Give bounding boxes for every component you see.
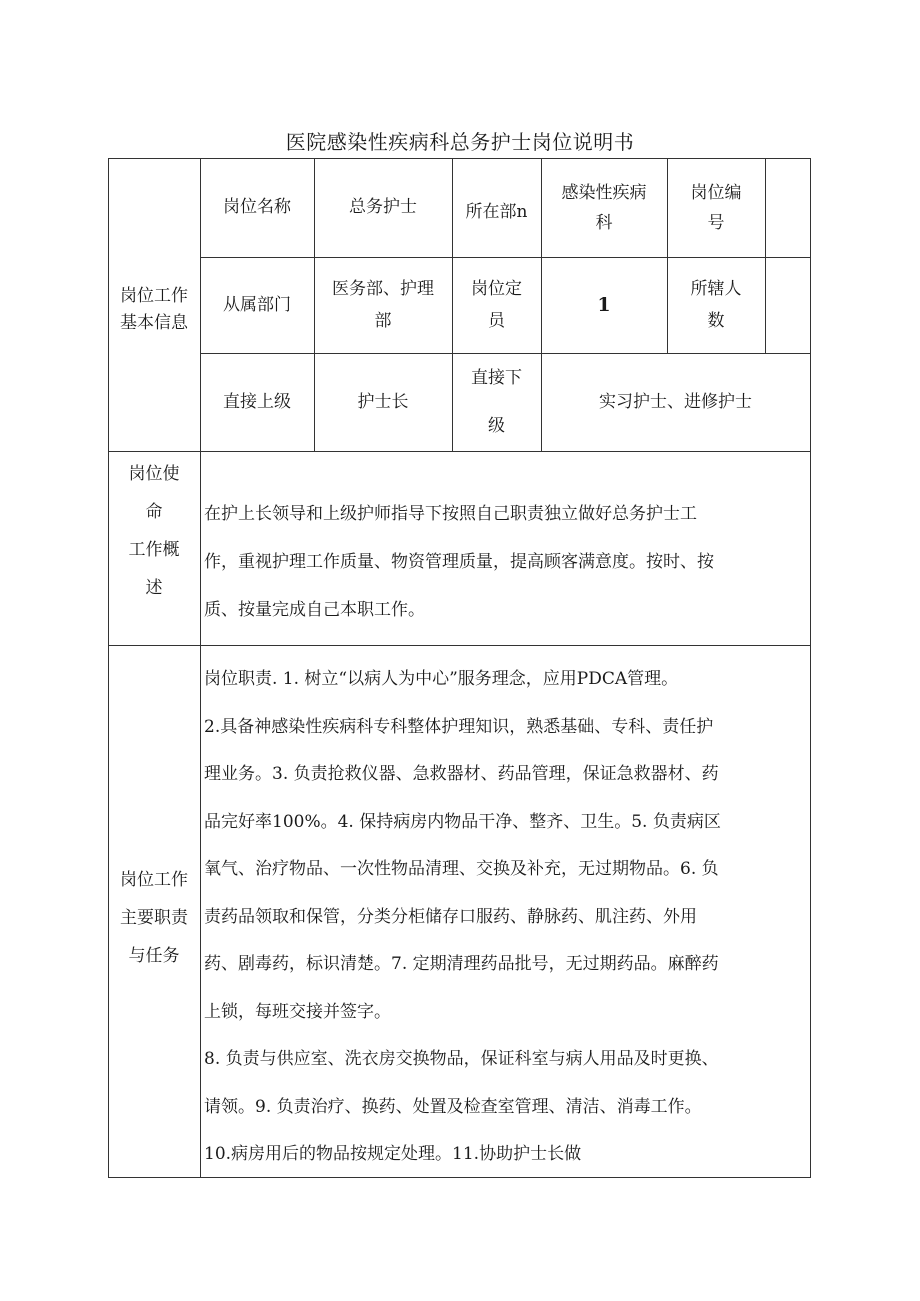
post-name-value: 总务护士: [349, 197, 417, 217]
duties-text: 岗位职责. 1. 树立“以病人为中心”服务理念，应用PDCA管理。 2.具备神感染性疾病科专科整体护理知识，熟悉基础、专科、责任护 理业务。3. 负责抢救仪器、急救器材、药品管理，保证急救器材、药 品完好率100%。4. 保持病房内物品干净、整齐、卫生。5. 负责病区 氧气、治疗物品、一次性物品清理、交换及补充，无过期物品。6. 负 责药品领取和保管，分类分柜储存口服药、静脉药、肌注药、外用 药、剧毒药，标识清楚。7. 定期清理药品批号，无过期药品。麻醉药 上锁，每班交接并签字。 8. 负责与供应室、洗衣房交换物品，保证科室与病人用品及时更换、 请领。9. 负责治疗、换药、处置及检查室管理、清洁、消毒工作。 10.病房用后的物品按规定处理。11.协助护士长做: [204, 669, 721, 1164]
mission-section-label: 岗位使 命 工作概 述: [128, 464, 180, 598]
post-number-value: [765, 158, 810, 257]
subordinate-count-label: 所辖人 数: [690, 279, 742, 331]
basic-info-section-label: 岗位工作 基本信息: [120, 286, 188, 333]
section-divider-1: [108, 451, 811, 452]
post-quota-value: 1: [597, 293, 611, 316]
mission-text: 在护上长领导和上级护师指导下按照自己职责独立做好总务护士工 作，重视护理工作质量、物资管理质量，提高顾客满意度。按时、按 质、按量完成自己本职工作。: [204, 504, 714, 620]
affiliated-dept-label: 从属部门: [223, 294, 291, 315]
affiliated-dept-value: 医务部、护理 部: [332, 279, 434, 331]
table-border-right: [810, 158, 811, 1178]
direct-subordinate-label: 直接下 级: [471, 368, 522, 436]
duties-section-label: 岗位工作 主要职责 与任务: [120, 869, 188, 966]
document-title: 医院感染性疾病科总务护士岗位说明书: [285, 130, 635, 154]
direct-superior-label: 直接上级: [223, 391, 291, 412]
direct-subordinate-value: 实习护士、进修护士: [599, 391, 752, 412]
direct-superior-value: 护士长: [357, 391, 409, 412]
subordinate-count-value: [765, 257, 810, 353]
post-number-label: 岗位编 号: [690, 182, 742, 233]
department-label: 所在部n: [465, 201, 528, 222]
post-name-label: 岗位名称: [223, 197, 291, 217]
department-value: 感染性疾病 科: [561, 182, 647, 233]
post-quota-label: 岗位定 员: [471, 279, 522, 331]
section-divider-2: [108, 645, 811, 646]
